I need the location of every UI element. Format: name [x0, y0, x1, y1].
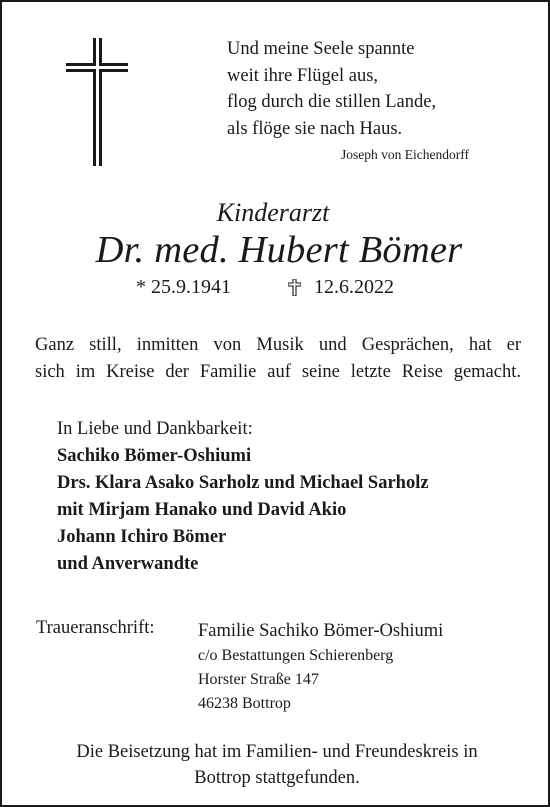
profession: Kinderarzt — [216, 198, 330, 227]
poem-line: weit ihre Flügel aus, — [227, 65, 379, 86]
mourner-name: und Anverwandte — [57, 554, 199, 574]
mourner-name: Drs. Klara Asako Sarholz und Michael Sarholz — [57, 473, 429, 493]
mourner-name: Sachiko Bömer-Oshiumi — [57, 446, 252, 466]
address-line: c/o Bestattungen Schierenberg — [198, 647, 394, 664]
mourner-name: Johann Ichiro Bömer — [57, 527, 227, 547]
mourners-intro: In Liebe und Dankbarkeit: — [57, 419, 253, 439]
address-label: Traueranschrift: — [36, 618, 155, 638]
poem-line: flog durch die stillen Lande, — [227, 92, 437, 112]
cross-icon — [288, 279, 301, 296]
address-line: 46238 Bottrop — [198, 695, 291, 712]
burial-note — [2, 739, 550, 791]
farewell-message — [35, 332, 521, 386]
mourner-name: mit Mirjam Hanako und David Akio — [57, 500, 347, 520]
poem-line: Und meine Seele spannte — [227, 39, 415, 59]
poem-line: als flöge sie nach Haus. — [227, 118, 403, 139]
burial-note-line: Bottrop stattgefunden. — [194, 768, 360, 788]
birth-date: * 25.9.1941 — [136, 276, 231, 298]
message-line: Ganz still, inmitten von Musik und Gesprächen, hat er — [35, 335, 521, 355]
poem — [227, 36, 527, 142]
mourners — [57, 416, 429, 578]
death-date: 12.6.2022 — [314, 276, 394, 298]
address-line: Horster Straße 147 — [198, 671, 319, 688]
burial-note-line: Die Beisetzung hat im Familien- und Freundeskreis in — [76, 742, 478, 762]
deceased-name: Dr. med. Hubert Bömer — [95, 229, 463, 271]
poem-author: Joseph von Eichendorff — [341, 147, 469, 162]
message-line: sich im Kreise der Familie auf seine letzte Reise gemacht. — [35, 362, 521, 382]
mourning-address — [198, 618, 443, 716]
address-recipient: Familie Sachiko Bömer-Oshiumi — [198, 621, 444, 641]
cross-icon — [66, 38, 128, 166]
